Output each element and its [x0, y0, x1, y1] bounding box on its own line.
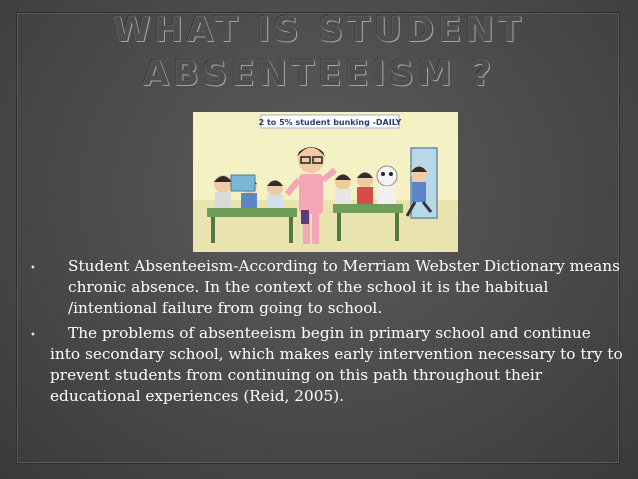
list-item [24, 323, 624, 407]
slide-body [24, 256, 624, 407]
title-line-1: WHAT IS STUDENT [112, 10, 526, 50]
bullet-text: The problems of absenteeism begin in primary school and continue into secondary school, which makes early intervention necessary to try to prevent students from continuing on this path throughout their educational experiences (Reid, 2005). [50, 324, 623, 405]
bullet-marker: • [30, 330, 36, 341]
bullet-text: Student Absenteeism-According to Merriam Webster Dictionary means chronic absence. In the context of the school it is the habitual /intentional failure from going to school. [68, 257, 620, 317]
bullet-marker: • [30, 263, 36, 274]
slide-title [0, 8, 638, 96]
title-line-2: ABSENTEEISM ? [142, 54, 496, 94]
illustration-caption: 2 to 5% student bunking -DAILY [258, 118, 402, 127]
list-item [24, 256, 624, 319]
classroom-illustration [193, 112, 458, 252]
